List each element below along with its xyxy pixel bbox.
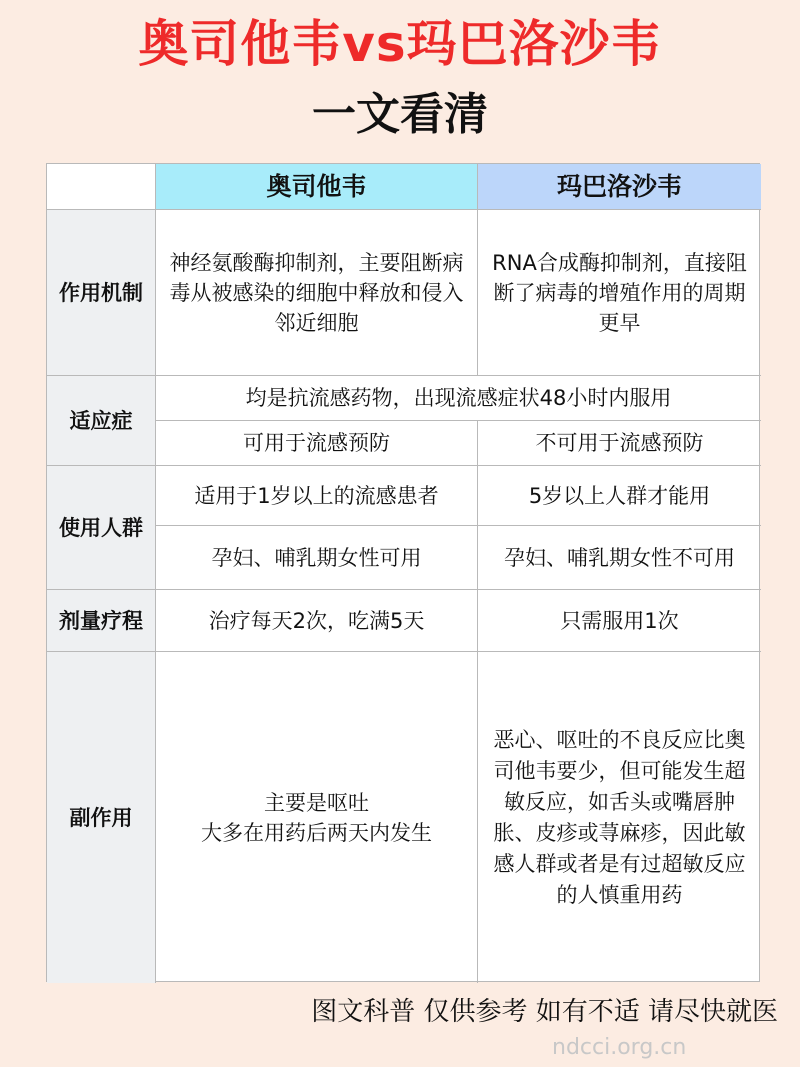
page-subtitle: 一文看清: [312, 89, 488, 140]
header-oseltamivir: 奥司他韦: [156, 164, 478, 210]
header-baloxavir: 玛巴洛沙韦: [478, 164, 761, 210]
mechanism-oseltamivir: 神经氨酸酶抑制剂，主要阻断病毒从被感染的细胞中释放和侵入邻近细胞: [156, 210, 478, 376]
indication-oseltamivir: 可用于流感预防: [156, 421, 478, 466]
dosage-oseltamivir: 治疗每天2次，吃满5天: [156, 590, 478, 652]
indication-baloxavir: 不可用于流感预防: [478, 421, 761, 466]
row-label-side-effects: 副作用: [47, 652, 156, 983]
comparison-table: [46, 163, 760, 982]
row-label-indication: 适应症: [47, 376, 156, 466]
row-label-mechanism: 作用机制: [47, 210, 156, 376]
header-empty: [47, 164, 156, 210]
mechanism-baloxavir: RNA合成酶抑制剂，直接阻断了病毒的增殖作用的周期更早: [478, 210, 761, 376]
population-oseltamivir-age: 适用于1岁以上的流感患者: [156, 466, 478, 526]
page-title: 奥司他韦vs玛巴洛沙韦: [138, 15, 662, 73]
population-baloxavir-pregnancy: 孕妇、哺乳期女性不可用: [478, 526, 761, 590]
dosage-baloxavir: 只需服用1次: [478, 590, 761, 652]
population-oseltamivir-pregnancy: 孕妇、哺乳期女性可用: [156, 526, 478, 590]
indication-shared: 均是抗流感药物，出现流感症状48小时内服用: [156, 376, 761, 421]
watermark: ndcci.org.cn: [552, 1035, 687, 1060]
side-effects-baloxavir: 恶心、呕吐的不良反应比奥司他韦要少，但可能发生超敏反应，如舌头或嘴唇肿胀、皮疹或荨麻疹，因此敏感人群或者是有过超敏反应的人慎重用药: [493, 727, 746, 907]
side-effects-oseltamivir-line2: 大多在用药后两天内发生: [201, 820, 432, 845]
side-effects-oseltamivir: [156, 652, 478, 983]
row-label-population: 使用人群: [47, 466, 156, 590]
row-label-dosage: 剂量疗程: [47, 590, 156, 652]
side-effects-oseltamivir-line1: 主要是呕吐: [264, 790, 369, 815]
population-baloxavir-age: 5岁以上人群才能用: [478, 466, 761, 526]
footer-disclaimer: 图文科普 仅供参考 如有不适 请尽快就医: [311, 997, 778, 1027]
